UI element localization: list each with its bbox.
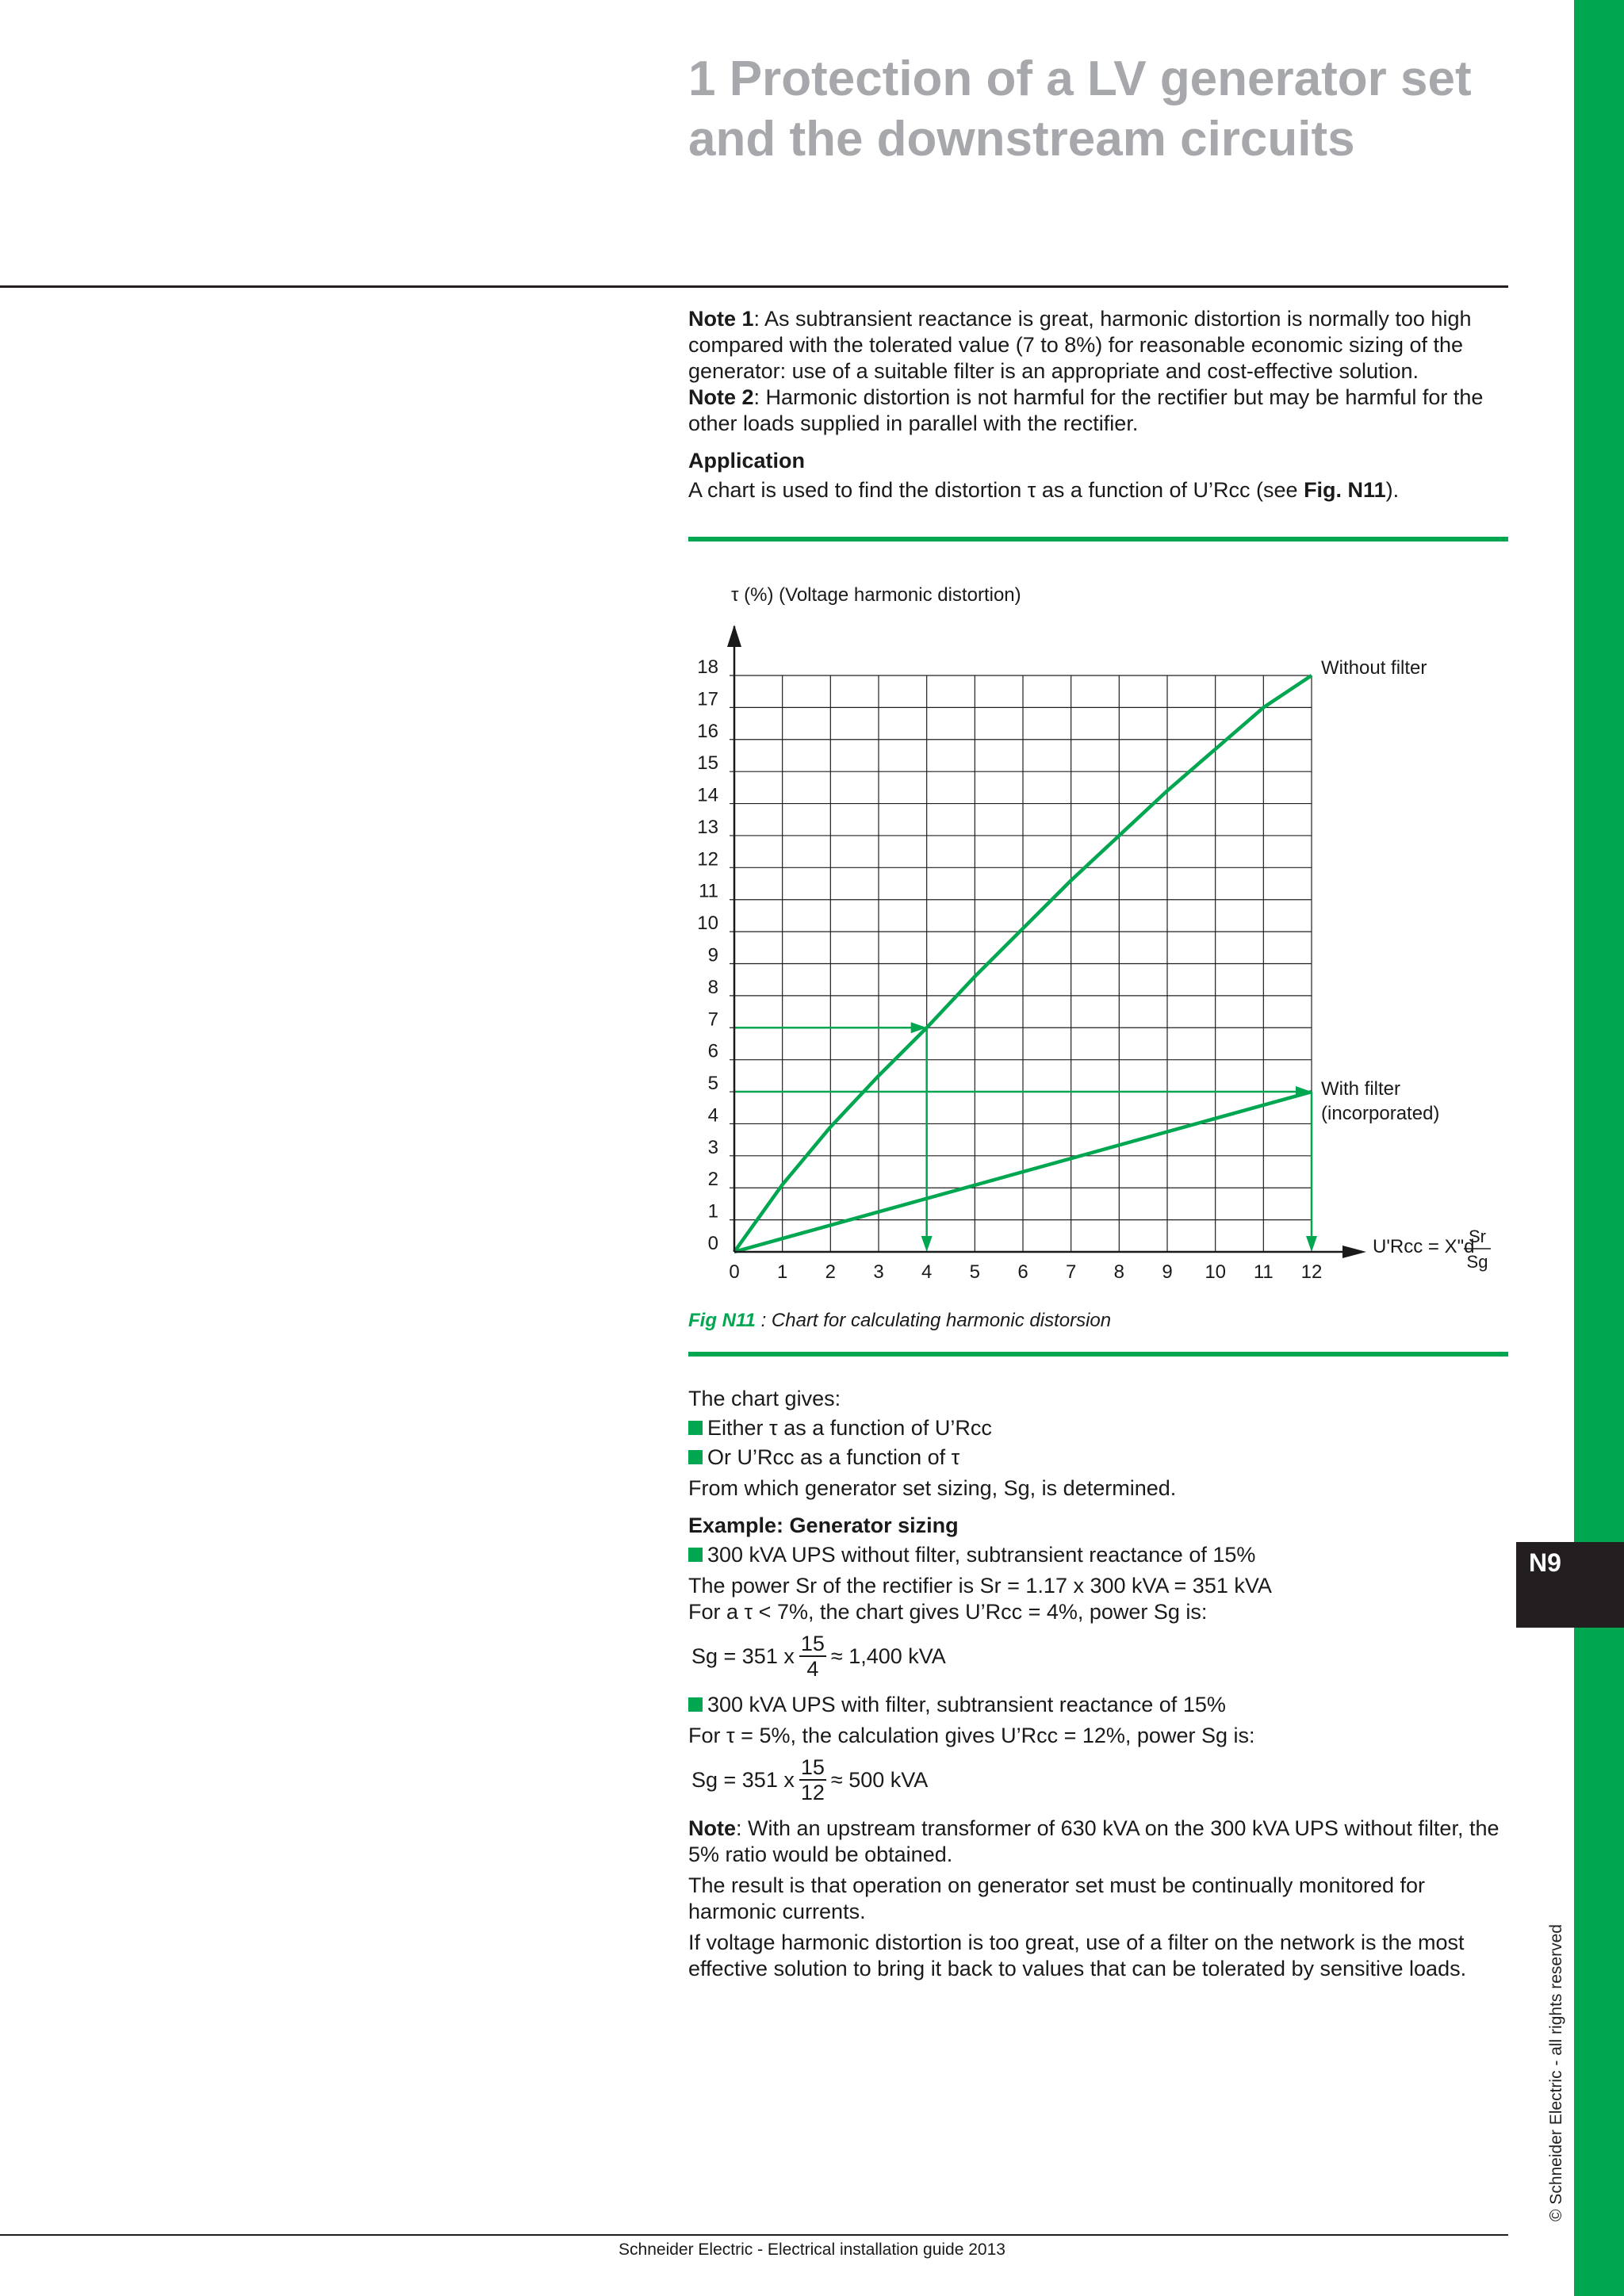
body-section (688, 1386, 1508, 1982)
header-rule (0, 285, 1508, 288)
copyright-notice: © Schneider Electric - all rights reserved (1547, 1924, 1565, 2221)
y-tick-label: 9 (707, 944, 718, 966)
intro-section (688, 306, 1508, 503)
chart-tick-labels (697, 656, 1322, 1283)
y-tick-label: 16 (697, 720, 718, 742)
y-tick-label: 5 (707, 1073, 718, 1095)
figure-reference: Fig. N11 (1304, 478, 1386, 502)
for-tau-5: For τ = 5%, the calculation gives U’Rcc = 12%, power Sg is: (688, 1724, 1255, 1747)
y-tick-label: 3 (707, 1136, 718, 1158)
bullet-square-icon (688, 1450, 703, 1464)
note-1 (688, 306, 1508, 385)
y-tick-label: 17 (697, 688, 718, 710)
x-axis-fraction-denominator: Sg (1466, 1252, 1488, 1272)
y-tick-label: 0 (707, 1233, 718, 1254)
example-heading: Example: Generator sizing (688, 1513, 959, 1537)
formula-1-denominator: 4 (806, 1657, 819, 1681)
page-number-tab (1516, 1542, 1624, 1628)
y-tick-label: 4 (707, 1104, 718, 1127)
figure-caption (688, 1310, 1111, 1332)
chart-gives: The chart gives: (688, 1387, 841, 1410)
y-tick-label: 12 (697, 848, 718, 871)
side-green-band (1574, 0, 1624, 2296)
bullet-3 (688, 1542, 1508, 1568)
formula-1-numerator: 15 (800, 1632, 825, 1655)
note-1-label: Note 1 (688, 307, 754, 331)
bullet-3-text: 300 kVA UPS without filter, subtransient reactance of 15% (707, 1543, 1256, 1567)
application-text (688, 477, 1508, 503)
formula-2-fraction (799, 1755, 826, 1804)
title-line-1: 1 Protection of a LV generator set (688, 52, 1472, 106)
x-tick-label: 5 (969, 1261, 981, 1283)
y-tick-label: 13 (697, 816, 718, 838)
guide-arrow-down (921, 1236, 933, 1252)
formula-2-right: ≈ 500 kVA (830, 1767, 929, 1792)
note-2-text: : Harmonic distortion is not harmful for the rectifier but may be harmful for the other loads supplied in parallel with the rectifier. (688, 385, 1484, 435)
x-tick-label: 7 (1065, 1261, 1077, 1283)
bullet-square-icon (688, 1548, 703, 1562)
note-1-text: : As subtransient reactance is great, harmonic distortion is normally too high compared with the tolerated value (7 to 8%) for reasonable economic sizing of the generator: use of a suitable filter is an appropriate and cost-effective solution. (688, 307, 1472, 383)
figure-bottom-rule (688, 1352, 1508, 1357)
caption-text: : Chart for calculating harmonic distorsion (755, 1310, 1112, 1331)
bullet-1 (688, 1415, 1508, 1441)
caption-label: Fig N11 (688, 1310, 756, 1331)
page-title (688, 49, 1568, 170)
note-3-label: Note (688, 1816, 736, 1840)
formula-1 (688, 1625, 1508, 1687)
guide-arrow-down (1306, 1236, 1317, 1252)
for-tau-7: For a τ < 7%, the chart gives U’Rcc = 4%, power Sg is: (688, 1600, 1208, 1624)
application-text-b: ). (1385, 478, 1400, 502)
y-tick-label: 1 (707, 1200, 718, 1223)
formula-1-left: Sg = 351 x (691, 1644, 795, 1668)
bullet-square-icon (688, 1421, 703, 1435)
x-tick-label: 11 (1253, 1261, 1274, 1283)
x-tick-label: 6 (1017, 1261, 1028, 1283)
power-line: The power Sr of the rectifier is Sr = 1.17 x 300 kVA = 351 kVA (688, 1574, 1272, 1598)
page-number: N9 (1529, 1548, 1561, 1577)
y-tick-label: 6 (707, 1040, 718, 1062)
bullet-4 (688, 1692, 1508, 1718)
formula-2-left: Sg = 351 x (691, 1767, 795, 1792)
y-tick-label: 14 (697, 784, 718, 806)
footer-text: Schneider Electric - Electrical installation guide 2013 (619, 2241, 1005, 2259)
y-tick-label: 18 (697, 656, 718, 678)
x-tick-label: 10 (1205, 1261, 1227, 1283)
y-tick-label: 7 (707, 1008, 718, 1031)
series-label-without-filter: Without filter (1321, 657, 1427, 679)
bullet-2 (688, 1445, 1508, 1471)
y-tick-label: 11 (699, 880, 718, 902)
y-axis-arrow (727, 625, 741, 647)
note-3-text: : With an upstream transformer of 630 kVA on the 300 kVA UPS without filter, the 5% ratio would be obtained. (688, 1816, 1500, 1866)
series-label-with-filter: With filter (1321, 1078, 1401, 1100)
formula-1-right: ≈ 1,400 kVA (830, 1644, 946, 1668)
harmonic-distortion-chart (688, 579, 1513, 1292)
bullet-square-icon (688, 1697, 703, 1712)
chart-grid (730, 675, 1312, 1252)
x-tick-label: 4 (921, 1261, 933, 1283)
y-tick-label: 8 (707, 976, 718, 998)
x-tick-label: 3 (873, 1261, 884, 1283)
formula-1-fraction (799, 1632, 826, 1681)
y-axis-label: τ (%) (Voltage harmonic distortion) (731, 584, 1021, 606)
series-label-with-filter-line2: (incorporated) (1321, 1103, 1440, 1125)
bullet-1-text: Either τ as a function of U’Rcc (707, 1416, 992, 1440)
bullet-2-text: Or U’Rcc as a function of τ (707, 1445, 960, 1469)
from-which: From which generator set sizing, Sg, is determined. (688, 1476, 1177, 1500)
formula-2-numerator: 15 (800, 1755, 825, 1779)
x-tick-label: 9 (1162, 1261, 1173, 1283)
x-axis-label: U'Rcc = X"d (1373, 1236, 1475, 1257)
formula-2-denominator: 12 (800, 1781, 825, 1804)
y-tick-label: 15 (697, 752, 718, 775)
x-tick-label: 12 (1300, 1261, 1323, 1283)
title-line-2: and the downstream circuits (688, 112, 1355, 166)
figure-top-rule (688, 537, 1508, 541)
x-axis-arrow (1342, 1246, 1366, 1258)
note-2 (688, 385, 1508, 437)
note-2-label: Note 2 (688, 385, 754, 409)
application-text-a: A chart is used to find the distortion τ as a function of U’Rcc (see (688, 478, 1304, 502)
x-axis-fraction-numerator: Sr (1469, 1226, 1486, 1246)
y-tick-label: 2 (707, 1169, 718, 1191)
x-tick-label: 1 (776, 1261, 788, 1283)
x-tick-label: 0 (729, 1261, 740, 1283)
formula-2 (688, 1749, 1508, 1811)
chart-axes (727, 625, 1366, 1258)
y-tick-label: 10 (697, 913, 718, 935)
application-heading: Application (688, 449, 805, 473)
x-tick-label: 2 (825, 1261, 837, 1283)
bullet-4-text: 300 kVA UPS with filter, subtransient reactance of 15% (707, 1693, 1226, 1716)
final-text: If voltage harmonic distortion is too great, use of a filter on the network is the most effective solution to bring it back to values that can be tolerated by sensitive loads. (688, 1931, 1467, 1980)
note-3 (688, 1816, 1508, 1868)
result-text: The result is that operation on generator set must be continually monitored for harmonic currents. (688, 1873, 1426, 1923)
x-tick-label: 8 (1113, 1261, 1125, 1283)
footer-rule (0, 2234, 1508, 2236)
